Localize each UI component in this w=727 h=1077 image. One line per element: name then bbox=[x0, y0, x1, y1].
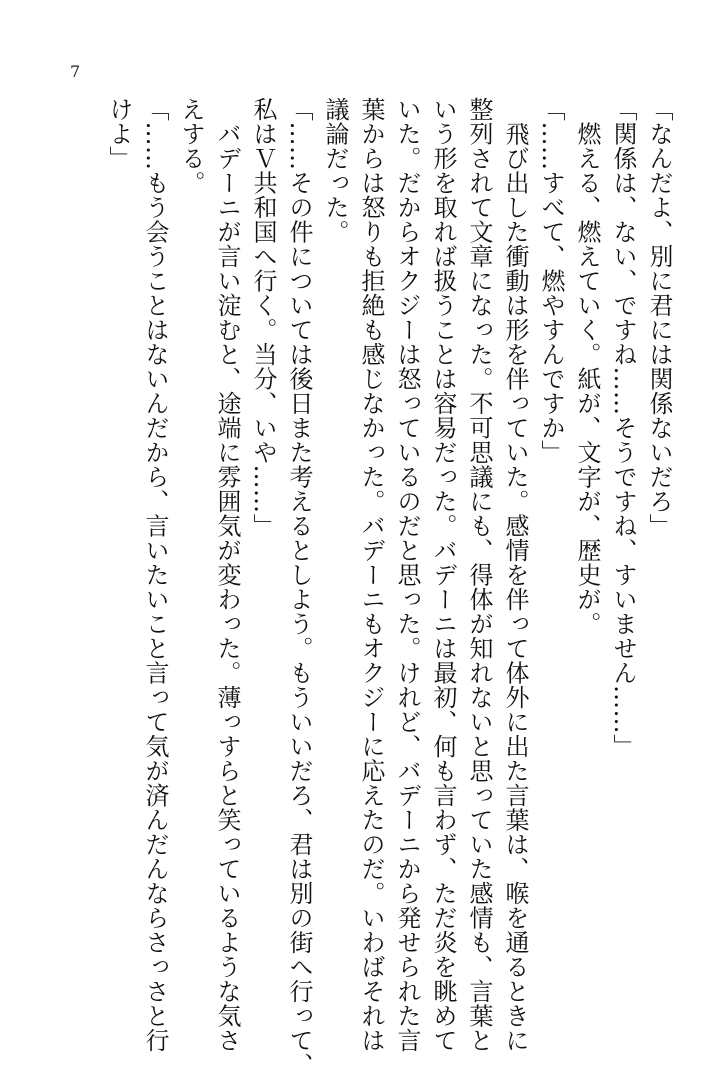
vertical-body-text bbox=[101, 97, 677, 1077]
text-line: 「関係は、ない、ですね……そうですね、すいません……」 bbox=[609, 97, 637, 759]
text-line: 「……その件については後日また考えるとしよう。もういいだろ、君は別の街へ行って、 bbox=[285, 97, 313, 1077]
text-line: 私はＶ共和国へ行く。当分、いや……」 bbox=[249, 97, 277, 538]
text-line: けよ」 bbox=[105, 97, 133, 171]
text-line: 整列されて文章になった。不可思議にも、得体が知れないと思っていた感情も、言葉と bbox=[465, 97, 493, 1053]
text-line: えする。 bbox=[177, 97, 205, 195]
text-line: いう形を取れば扱うことは容易だった。バデーニは最初、何も言わず、ただ炎を眺めて bbox=[429, 97, 457, 1053]
text-line: 議論だった。 bbox=[321, 97, 349, 244]
text-line: 「……もう会うことはないんだから、言いたいこと言って気が済んだんならさっさと行 bbox=[141, 97, 169, 1053]
text-line: 葉からは怒りも拒絶も感じなかった。バデーニもオクジーに応えたのだ。いわばそれは bbox=[357, 97, 385, 1053]
text-line: 燃える、燃えていく。紙が、文字が、歴史が。 bbox=[573, 97, 601, 636]
page-number: 7 bbox=[70, 62, 81, 81]
text-line: 「なんだよ、別に君には関係ないだろ」 bbox=[645, 97, 673, 538]
text-line: バデーニが言い淀むと、途端に雰囲気が変わった。薄っすらと笑っているような気さ bbox=[213, 97, 241, 1053]
text-line: いた。だからオクジーは怒っているのだと思った。けれど、バデーニから発せられた言 bbox=[393, 97, 421, 1053]
text-line: 「……すべて、燃やすんですか」 bbox=[537, 97, 565, 465]
text-line: 飛び出した衝動は形を伴っていた。感情を伴って体外に出た言葉は、喉を通るときに bbox=[501, 97, 529, 1053]
